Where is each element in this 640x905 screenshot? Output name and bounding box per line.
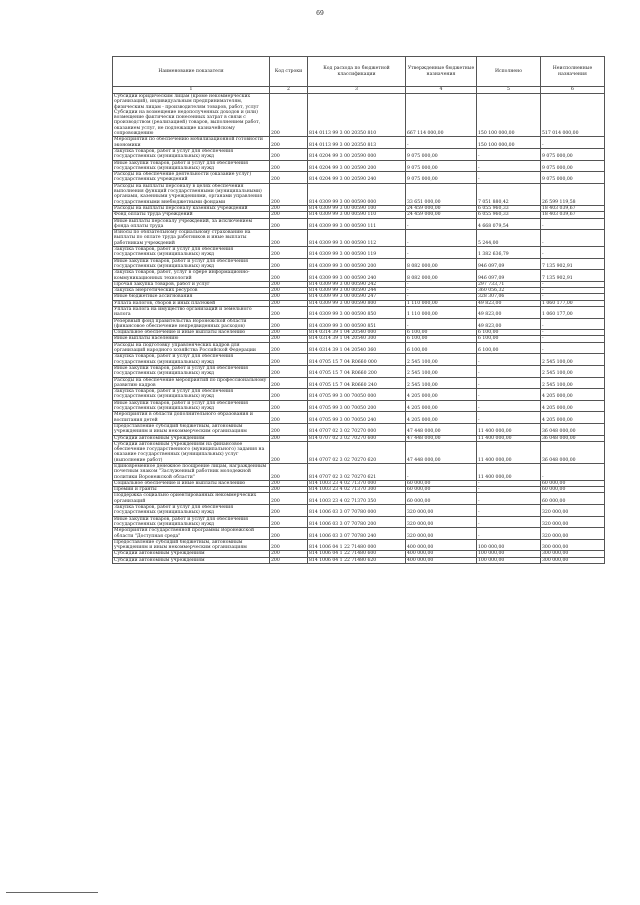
row-expense-code: 814 0204 99 3 00 20590 200 (308, 160, 406, 172)
row-executed: 11 400 000,00 (477, 435, 541, 441)
table-row (113, 354, 605, 366)
row-unexecuted: - (541, 294, 605, 300)
row-expense-code: 814 0707 02 3 02 70270 000 (308, 423, 406, 435)
column-number: 5 (477, 87, 541, 94)
column-number: 1 (113, 87, 270, 94)
row-approved: 320 000,00 (406, 528, 477, 540)
row-unexecuted: 26 599 119,58 (541, 183, 605, 205)
row-expense-code: 814 0309 99 3 00 00590 240 (308, 270, 406, 282)
row-approved: 2 545 100,00 (406, 365, 477, 377)
row-expense-code: 814 1003 23 4 02 71370 300 (308, 487, 406, 493)
row-unexecuted: - (541, 218, 605, 230)
row-name: Расходы на подготовку управленческих кадров для организаций народного хозяйства Российской Федерации (113, 342, 270, 354)
row-approved: 400 000,00 (406, 557, 477, 563)
header-executed: Исполнено (477, 57, 541, 87)
row-expense-code: 814 0309 99 3 00 00590 110 (308, 212, 406, 218)
row-name: Расходы на обеспечение мероприятий по профессиональному развитию кадров (113, 377, 270, 389)
row-approved: 2 545 100,00 (406, 377, 477, 389)
row-approved: - (406, 218, 477, 230)
row-line-code: 200 (270, 336, 308, 342)
row-expense-code: 814 0309 99 3 00 00590 111 (308, 218, 406, 230)
table-row (113, 505, 605, 517)
row-executed: 6 100,00 (477, 336, 541, 342)
row-line-code: 200 (270, 441, 308, 463)
row-name: Социальное обеспечение и иные выплаты населению (113, 330, 270, 336)
table-row (113, 183, 605, 205)
row-executed: 150 100 000,00 (477, 94, 541, 137)
table-row (113, 318, 605, 330)
row-unexecuted: - (541, 464, 605, 481)
row-approved: - (406, 288, 477, 294)
row-name: Предоставление субсидий бюджетным, автономным учреждениям и иным некоммерческим организациям (113, 423, 270, 435)
row-executed: - (477, 160, 541, 172)
row-unexecuted: 18 403 039,67 (541, 205, 605, 211)
row-unexecuted: 1 060 177,00 (541, 300, 605, 306)
row-expense-code: 814 0705 99 3 00 70050 000 (308, 389, 406, 401)
row-expense-code: 814 0309 99 3 00 00590 200 (308, 258, 406, 270)
row-expense-code: 814 0705 99 3 00 70050 240 (308, 412, 406, 424)
row-unexecuted: - (541, 230, 605, 247)
row-name: Премии и гранты (113, 487, 270, 493)
row-expense-code: 814 1006 04 1 22 71480 620 (308, 557, 406, 563)
row-approved: 2 545 100,00 (406, 354, 477, 366)
row-name: Закупка товаров, работ и услуг для обеспечения государственных (муниципальных) нужд (113, 247, 270, 259)
row-approved: 33 651 000,00 (406, 183, 477, 205)
row-approved: 60 000,00 (406, 493, 477, 505)
row-expense-code: 814 1003 23 4 02 71370 000 (308, 480, 406, 486)
row-expense-code: 814 0707 02 3 02 70270 621 (308, 464, 406, 481)
row-name: Иные выплаты населению (113, 336, 270, 342)
row-line-code: 200 (270, 354, 308, 366)
row-expense-code: 814 0309 99 3 00 00590 119 (308, 247, 406, 259)
row-executed: 328 307,06 (477, 294, 541, 300)
table-row (113, 557, 605, 563)
row-unexecuted: 7 135 902,91 (541, 270, 605, 282)
row-approved: 47 448 000,00 (406, 435, 477, 441)
row-line-code: 200 (270, 400, 308, 412)
row-approved: 1 110 000,00 (406, 300, 477, 306)
row-unexecuted: 4 205 000,00 (541, 389, 605, 401)
row-executed: - (477, 389, 541, 401)
row-line-code: 200 (270, 377, 308, 389)
row-expense-code: 814 0113 99 3 00 20350 810 (308, 94, 406, 137)
header-row (113, 57, 605, 87)
row-approved: 6 100,00 (406, 342, 477, 354)
row-approved: 400 000,00 (406, 539, 477, 551)
row-line-code: 200 (270, 412, 308, 424)
row-unexecuted: 60 000,00 (541, 487, 605, 493)
row-line-code: 200 (270, 480, 308, 486)
row-line-code: 200 (270, 464, 308, 481)
row-expense-code: 814 1006 04 1 22 71480 600 (308, 551, 406, 557)
row-approved: 60 000,00 (406, 480, 477, 486)
row-unexecuted: - (541, 247, 605, 259)
row-executed: 11 400 000,00 (477, 464, 541, 481)
row-name: Фонд оплаты труда учреждений (113, 212, 270, 218)
table-row (113, 377, 605, 389)
row-line-code: 200 (270, 160, 308, 172)
row-expense-code: 814 0309 99 3 00 00590 100 (308, 205, 406, 211)
column-number: 3 (308, 87, 406, 94)
table-row (113, 94, 605, 137)
row-approved: 4 205 000,00 (406, 389, 477, 401)
row-unexecuted: 300 000,00 (541, 551, 605, 557)
row-approved: - (406, 230, 477, 247)
row-name: Резервный фонд правительства Воронежской области (финансовое обеспечение непредвиденных расходов) (113, 318, 270, 330)
row-name: Уплата налогов, сборов и иных платежей (113, 300, 270, 306)
row-approved: 24 459 000,00 (406, 205, 477, 211)
row-expense-code: 814 0707 02 3 02 70270 620 (308, 441, 406, 463)
row-name: Социальное обеспечение и иные выплаты населению (113, 480, 270, 486)
row-name: Мероприятия по обеспечению мобилизационной готовности экономики (113, 137, 270, 149)
row-unexecuted: - (541, 281, 605, 287)
row-name: Субсидии автономным учреждениям на финансовое обеспечение государственного (муниципального) задания на оказание государственных (муниципальных) услуг (выполнение работ) (113, 441, 270, 463)
row-executed: 6 055 960,33 (477, 212, 541, 218)
row-unexecuted: 1 060 177,00 (541, 306, 605, 318)
row-name: Поддержка социально ориентированных некоммерческих организаций (113, 493, 270, 505)
row-executed: - (477, 377, 541, 389)
row-executed: 11 400 000,00 (477, 423, 541, 435)
table-row (113, 342, 605, 354)
row-executed: 100 000,00 (477, 539, 541, 551)
column-number: 4 (406, 87, 477, 94)
row-approved: 9 075 000,00 (406, 172, 477, 184)
row-expense-code: 814 1006 03 3 07 70780 240 (308, 528, 406, 540)
row-line-code: 200 (270, 539, 308, 551)
row-unexecuted: - (541, 318, 605, 330)
row-executed: 6 055 960,33 (477, 205, 541, 211)
row-executed: 100 000,00 (477, 551, 541, 557)
row-unexecuted: 4 205 000,00 (541, 400, 605, 412)
row-approved: - (406, 281, 477, 287)
row-line-code: 200 (270, 94, 308, 137)
header-line-code: Код строки (270, 57, 308, 87)
row-line-code: 200 (270, 487, 308, 493)
row-name: Закупка товаров, работ и услуг для обеспечения государственных (муниципальных) нужд (113, 389, 270, 401)
row-unexecuted: 517 014 000,00 (541, 94, 605, 137)
row-unexecuted: 9 075 000,00 (541, 172, 605, 184)
row-executed: - (477, 487, 541, 493)
table-row (113, 247, 605, 259)
row-approved: 320 000,00 (406, 516, 477, 528)
row-line-code: 200 (270, 342, 308, 354)
row-expense-code: 814 0309 99 3 00 00590 247 (308, 294, 406, 300)
row-unexecuted: 300 000,00 (541, 557, 605, 563)
row-line-code: 200 (270, 270, 308, 282)
row-expense-code: 814 0705 15 7 04 R0660 240 (308, 377, 406, 389)
row-name: Иные бюджетные ассигнования (113, 294, 270, 300)
row-name: Субсидии юридическим лицам (кроме некоммерческих организаций), индивидуальным предпринимателям, физическим лицам - производителям товаров, работ, услуг Субсидии на возмещение недополученных доходов и (или) возмещение фактически понесенных затрат в связи с производством (реализацией) товаров, выполнением работ, оказанием услуг, не подлежащие казначейскому сопровождению (113, 94, 270, 137)
row-line-code: 200 (270, 212, 308, 218)
row-executed: - (477, 400, 541, 412)
row-executed: - (477, 480, 541, 486)
column-number: 2 (270, 87, 308, 94)
row-expense-code: 814 0309 99 3 00 00590 244 (308, 288, 406, 294)
row-unexecuted: 300 000,00 (541, 539, 605, 551)
table-row (113, 148, 605, 160)
row-name: Иные закупки товаров, работ и услуг для обеспечения государственных (муниципальных) нужд (113, 160, 270, 172)
row-unexecuted: - (541, 330, 605, 336)
row-name: Взносы по обязательному социальному страхованию на выплаты по оплате труда работников и иные выплаты работникам учреждений (113, 230, 270, 247)
row-name: Иные выплаты персоналу учреждений, за исключением фонда оплаты труда (113, 218, 270, 230)
row-expense-code: 814 0309 99 3 00 00590 850 (308, 306, 406, 318)
row-approved: 47 448 000,00 (406, 441, 477, 463)
row-approved: 9 075 000,00 (406, 148, 477, 160)
row-expense-code: 814 0707 02 3 02 70270 600 (308, 435, 406, 441)
row-name: Уплата налога на имущество организаций и земельного налога (113, 306, 270, 318)
row-executed: - (477, 528, 541, 540)
row-approved: 400 000,00 (406, 551, 477, 557)
row-unexecuted: 4 205 000,00 (541, 412, 605, 424)
row-name: Иные закупки товаров, работ и услуг для обеспечения государственных (муниципальных) нужд (113, 516, 270, 528)
row-executed: - (477, 493, 541, 505)
row-executed: - (477, 172, 541, 184)
row-executed: 297 733,71 (477, 281, 541, 287)
row-name: Закупка товаров, работ, услуг в сфере информационно-коммуникационных технологий (113, 270, 270, 282)
row-executed: 49 823,00 (477, 318, 541, 330)
row-name: Закупка товаров, работ и услуг для обеспечения государственных (муниципальных) нужд (113, 354, 270, 366)
row-approved: 320 000,00 (406, 505, 477, 517)
row-name: Мероприятия в области дополнительного образования и воспитания детей (113, 412, 270, 424)
table-row (113, 137, 605, 149)
row-name: Единовременное денежное поощрение лицам, награжденным почетным знаком "Заслуженный работник молодежной политики Воронежской области" (113, 464, 270, 481)
row-expense-code: 814 0314 39 1 04 20540 360 (308, 342, 406, 354)
row-expense-code: 814 0705 99 3 00 70050 200 (308, 400, 406, 412)
row-approved: 8 082 000,00 (406, 258, 477, 270)
row-line-code: 200 (270, 258, 308, 270)
table-body (113, 94, 605, 564)
row-name: Субсидии автономным учреждениям (113, 551, 270, 557)
table-row (113, 528, 605, 540)
row-expense-code: 814 0705 15 7 04 R0660 000 (308, 354, 406, 366)
table-row (113, 423, 605, 435)
row-approved: 1 110 000,00 (406, 306, 477, 318)
row-line-code: 200 (270, 516, 308, 528)
row-approved: 8 082 000,00 (406, 270, 477, 282)
row-line-code: 200 (270, 300, 308, 306)
table-row (113, 516, 605, 528)
row-approved: 6 100,00 (406, 330, 477, 336)
row-unexecuted: 60 000,00 (541, 493, 605, 505)
row-line-code: 200 (270, 183, 308, 205)
row-line-code: 200 (270, 148, 308, 160)
row-executed: 49 823,00 (477, 300, 541, 306)
row-name: Субсидии автономным учреждениям (113, 557, 270, 563)
row-executed: - (477, 354, 541, 366)
row-executed: - (477, 516, 541, 528)
row-executed: 11 400 000,00 (477, 441, 541, 463)
row-expense-code: 814 0705 15 7 04 R0660 200 (308, 365, 406, 377)
row-unexecuted: - (541, 288, 605, 294)
row-name: Иные закупки товаров, работ и услуг для обеспечения государственных (муниципальных) нужд (113, 400, 270, 412)
table-row (113, 365, 605, 377)
page-number: 69 (316, 10, 324, 17)
row-line-code: 200 (270, 288, 308, 294)
row-unexecuted: 2 545 100,00 (541, 365, 605, 377)
row-unexecuted: 36 048 000,00 (541, 435, 605, 441)
row-unexecuted: 2 545 100,00 (541, 377, 605, 389)
row-approved: - (406, 137, 477, 149)
header-indicator-name: Наименование показателя (113, 57, 270, 87)
row-expense-code: 814 0314 39 1 04 20540 300 (308, 336, 406, 342)
table-row (113, 172, 605, 184)
row-approved: 24 459 000,00 (406, 212, 477, 218)
row-name: Мероприятия государственной программы Воронежской области "Доступная среда" (113, 528, 270, 540)
row-line-code: 200 (270, 281, 308, 287)
row-expense-code: 814 1003 23 4 02 71370 350 (308, 493, 406, 505)
row-name: Иные закупки товаров, работ и услуг для обеспечения государственных (муниципальных) нужд (113, 258, 270, 270)
row-approved: 9 075 000,00 (406, 160, 477, 172)
row-executed: 49 823,00 (477, 306, 541, 318)
row-name: Расходы на обеспечение деятельности (оказание услуг) государственных учреждений (113, 172, 270, 184)
row-name: Закупка товаров, работ и услуг для обеспечения государственных (муниципальных) нужд (113, 148, 270, 160)
row-expense-code: 814 0309 99 3 00 00590 851 (308, 318, 406, 330)
row-line-code: 200 (270, 423, 308, 435)
row-line-code: 200 (270, 318, 308, 330)
row-name: Прочая закупка товаров, работ и услуг (113, 281, 270, 287)
row-approved: - (406, 318, 477, 330)
row-name: Предоставление субсидий бюджетным, автономным учреждениям и иным некоммерческим организациям (113, 539, 270, 551)
table-row (113, 270, 605, 282)
row-unexecuted: 320 000,00 (541, 516, 605, 528)
table-row (113, 230, 605, 247)
row-unexecuted: 9 075 000,00 (541, 148, 605, 160)
row-approved: 47 448 000,00 (406, 423, 477, 435)
row-unexecuted: 2 545 100,00 (541, 354, 605, 366)
row-expense-code: 814 0309 99 3 00 00590 112 (308, 230, 406, 247)
row-expense-code: 814 0309 99 3 00 00590 242 (308, 281, 406, 287)
row-unexecuted: 7 135 902,91 (541, 258, 605, 270)
row-expense-code: 814 1006 03 3 07 70780 200 (308, 516, 406, 528)
row-expense-code: 814 1006 04 1 22 71480 000 (308, 539, 406, 551)
bottom-rule (6, 892, 98, 893)
row-line-code: 200 (270, 365, 308, 377)
row-line-code: 200 (270, 230, 308, 247)
row-name: Расходы на выплаты персоналу в целях обеспечения выполнения функций государственными (муниципальными) органами, казенными учреждениями, органами управления государственными внебюджетными фондами (113, 183, 270, 205)
expense-report-table (112, 56, 605, 564)
table-row (113, 218, 605, 230)
row-expense-code: 814 0309 99 3 00 00590 000 (308, 183, 406, 205)
row-unexecuted: - (541, 336, 605, 342)
row-name: Иные закупки товаров, работ и услуг для обеспечения государственных (муниципальных) нужд (113, 365, 270, 377)
row-unexecuted: 18 403 039,67 (541, 212, 605, 218)
row-approved: - (406, 464, 477, 481)
row-line-code: 200 (270, 247, 308, 259)
row-executed: 150 100 000,00 (477, 137, 541, 149)
row-line-code: 200 (270, 557, 308, 563)
row-line-code: 200 (270, 493, 308, 505)
row-expense-code: 814 0204 99 3 00 20590 240 (308, 172, 406, 184)
table-row (113, 400, 605, 412)
table-row (113, 160, 605, 172)
row-line-code: 200 (270, 330, 308, 336)
row-line-code: 200 (270, 137, 308, 149)
row-approved: - (406, 294, 477, 300)
row-line-code: 200 (270, 435, 308, 441)
row-executed: - (477, 505, 541, 517)
table-row (113, 539, 605, 551)
row-executed: - (477, 148, 541, 160)
row-executed: 100 000,00 (477, 557, 541, 563)
row-name: Субсидии автономным учреждениям (113, 435, 270, 441)
table-row (113, 493, 605, 505)
row-approved: 4 205 000,00 (406, 412, 477, 424)
table-row (113, 258, 605, 270)
row-approved: 6 100,00 (406, 336, 477, 342)
table-row (113, 464, 605, 481)
row-line-code: 200 (270, 218, 308, 230)
row-unexecuted: - (541, 342, 605, 354)
row-line-code: 200 (270, 389, 308, 401)
row-unexecuted: 36 048 000,00 (541, 423, 605, 435)
row-approved: 667 114 000,00 (406, 94, 477, 137)
row-expense-code: 814 0314 39 1 04 20540 000 (308, 330, 406, 336)
row-executed: - (477, 365, 541, 377)
header-unexecuted: Неисполненные назначения (541, 57, 605, 87)
row-line-code: 200 (270, 205, 308, 211)
row-unexecuted: 320 000,00 (541, 528, 605, 540)
row-expense-code: 814 1006 03 3 07 70780 000 (308, 505, 406, 517)
row-executed: 4 668 079,54 (477, 218, 541, 230)
table-row (113, 441, 605, 463)
row-line-code: 200 (270, 294, 308, 300)
row-name: Закупка товаров, работ и услуг для обеспечения государственных (муниципальных) нужд (113, 505, 270, 517)
row-expense-code: 814 0113 99 3 00 20350 813 (308, 137, 406, 149)
row-executed: 6 100,00 (477, 342, 541, 354)
row-unexecuted: - (541, 137, 605, 149)
row-unexecuted: 36 048 000,00 (541, 441, 605, 463)
row-expense-code: 814 0309 99 3 00 00590 800 (308, 300, 406, 306)
row-executed: 360 056,32 (477, 288, 541, 294)
row-executed: 1 382 636,79 (477, 247, 541, 259)
table-row (113, 389, 605, 401)
row-line-code: 200 (270, 505, 308, 517)
row-line-code: 200 (270, 306, 308, 318)
row-line-code: 200 (270, 528, 308, 540)
row-expense-code: 814 0204 99 3 00 20590 000 (308, 148, 406, 160)
column-number: 6 (541, 87, 605, 94)
row-approved: - (406, 247, 477, 259)
row-executed: 946 097,09 (477, 270, 541, 282)
row-line-code: 200 (270, 172, 308, 184)
row-executed: 946 097,09 (477, 258, 541, 270)
row-executed: 5 244,00 (477, 230, 541, 247)
row-name: Расходы на выплаты персоналу казенных учреждений (113, 205, 270, 211)
row-name: Закупка энергетических ресурсов (113, 288, 270, 294)
row-unexecuted: 320 000,00 (541, 505, 605, 517)
row-unexecuted: 60 000,00 (541, 480, 605, 486)
row-executed: - (477, 412, 541, 424)
column-number-row (113, 87, 605, 94)
row-executed: 7 051 880,42 (477, 183, 541, 205)
row-approved: 4 205 000,00 (406, 400, 477, 412)
row-line-code: 200 (270, 551, 308, 557)
row-executed: 6 100,00 (477, 330, 541, 336)
header-expense-code: Код расхода по бюджетной классификации (308, 57, 406, 87)
row-approved: 60 000,00 (406, 487, 477, 493)
row-unexecuted: 9 075 000,00 (541, 160, 605, 172)
table-row (113, 412, 605, 424)
table-row (113, 306, 605, 318)
header-approved: Утвержденные бюджетные назначения (406, 57, 477, 87)
